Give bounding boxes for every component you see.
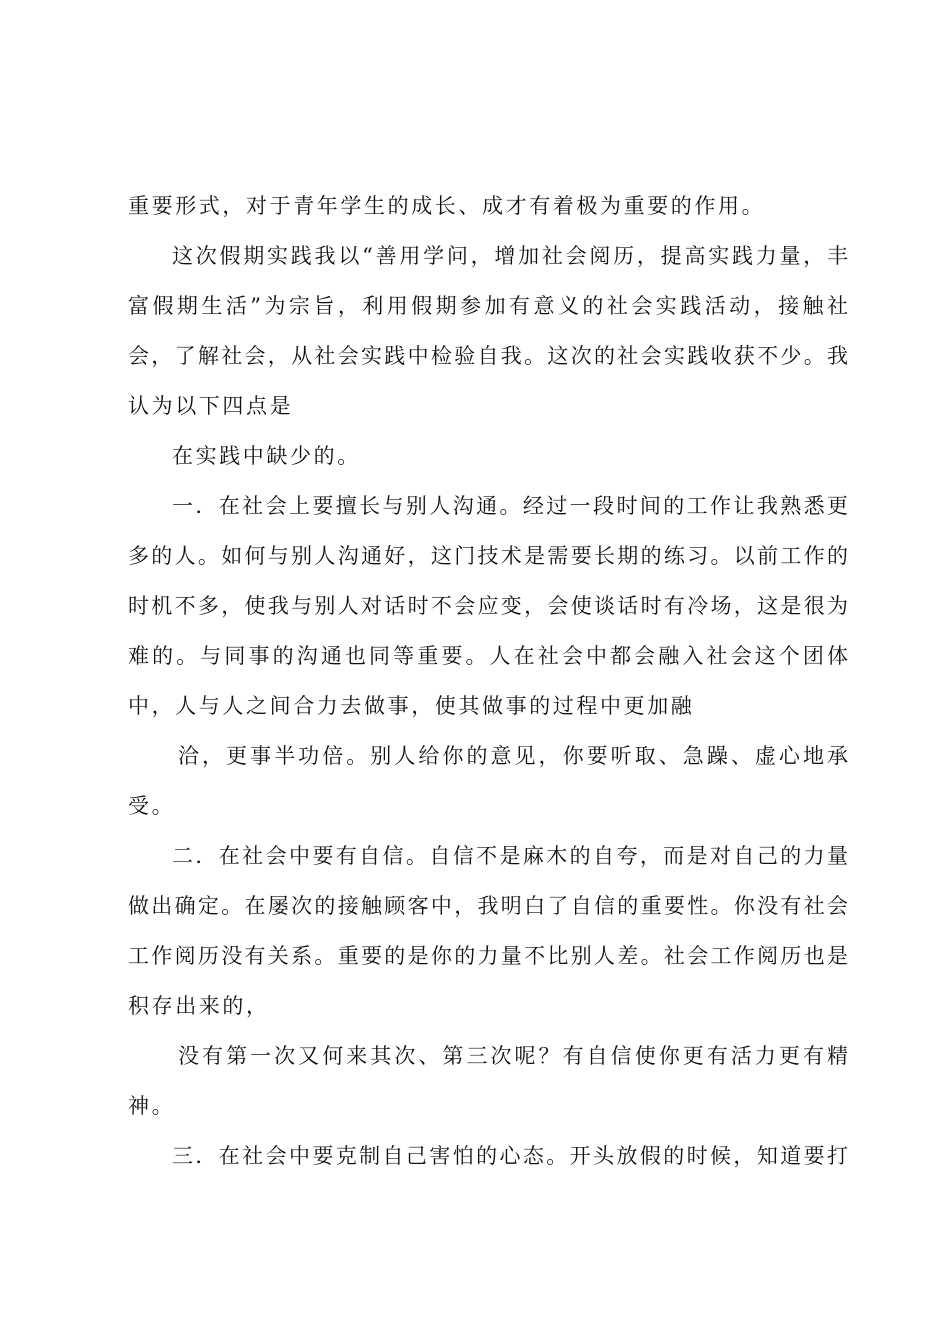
text-line: 洽，更事半功倍。别人给你的意见，你要听取、急躁、虚心地承: [178, 744, 848, 768]
text-line: 三．在社会中要克制自己害怕的心态。开头放假的时候，知道要打: [172, 1144, 848, 1168]
text-line: 做出确定。在屡次的接触顾客中，我明白了自信的重要性。你没有社会: [128, 894, 848, 918]
text-line: 积存出来的，: [128, 994, 270, 1018]
text-line: 难的。与同事的沟通也同等重要。人在社会中都会融入社会这个团体: [128, 644, 848, 668]
text-line: 会，了解社会，从社会实践中检验自我。这次的社会实践收获不少。我: [128, 344, 848, 368]
text-line: 神。: [128, 1094, 176, 1118]
text-line: 二．在社会中要有自信。自信不是麻木的自夸，而是对自己的力量: [172, 844, 848, 868]
text-line: 这次假期实践我以“善用学问，增加社会阅历，提高实践力量，丰: [172, 244, 848, 268]
text-line: 在实践中缺少的。: [172, 444, 361, 468]
text-line: 没有第一次又何来其次、第三次呢？有自信使你更有活力更有精: [178, 1044, 848, 1068]
text-line: 认为以下四点是: [128, 394, 294, 418]
text-line: 工作阅历没有关系。重要的是你的力量不比别人差。社会工作阅历也是: [128, 944, 848, 968]
text-line: 中，人与人之间合力去做事，使其做事的过程中更加融: [128, 694, 695, 718]
text-line: 重要形式，对于青年学生的成长、成才有着极为重要的作用。: [128, 194, 766, 218]
text-line: 富假期生活”为宗旨，利用假期参加有意义的社会实践活动，接触社: [128, 294, 848, 318]
text-line: 多的人。如何与别人沟通好，这门技术是需要长期的练习。以前工作的: [128, 544, 848, 568]
text-line: 时机不多，使我与别人对话时不会应变，会使谈话时有冷场，这是很为: [128, 594, 848, 618]
text-line: 受。: [128, 794, 176, 818]
text-line: 一．在社会上要擅长与别人沟通。经过一段时间的工作让我熟悉更: [172, 494, 848, 518]
